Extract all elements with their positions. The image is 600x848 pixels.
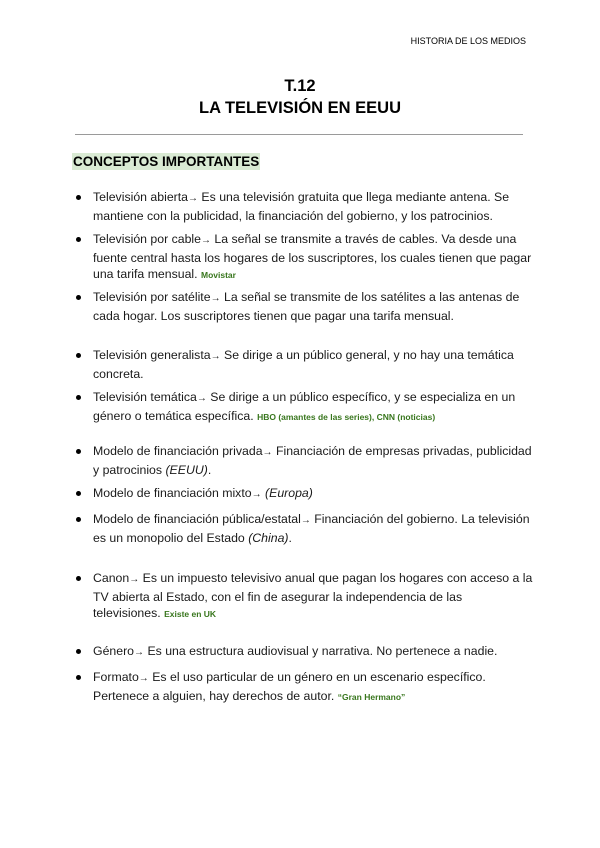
- bullet-icon: [76, 649, 81, 654]
- item-annotation: Movistar: [201, 270, 236, 280]
- title-topic-name: LA TELEVISIÓN EN EEUU: [199, 99, 401, 117]
- list-item: [93, 347, 533, 382]
- item-term: Canon: [93, 571, 130, 585]
- item-text: Financiación del gobierno. La televisión es un monopolio del Estado: [93, 512, 530, 545]
- bullet-icon: [76, 675, 81, 680]
- arrow-icon: →: [196, 393, 207, 404]
- arrow-icon: →: [300, 515, 311, 526]
- bullet-icon: [76, 237, 81, 242]
- item-text-tail: .: [207, 462, 212, 477]
- item-text: Se dirige a un público general, y no hay una temática concreta.: [93, 348, 514, 381]
- item-text: Es un impuesto televisivo anual que pagan los hogares con acceso a la TV abierta al Estado, con el fin de asegurar la independencia de las televisiones.: [93, 571, 533, 620]
- item-term: Televisión temática: [93, 390, 197, 404]
- list-item: [93, 389, 533, 425]
- item-term: Modelo de financiación pública/estatal: [93, 512, 301, 526]
- item-text-tail: .: [288, 530, 292, 545]
- item-text: Es una estructura audiovisual y narrativa. No pertenece a nadie.: [144, 644, 498, 658]
- running-header: HISTORIA DE LOS MEDIOS: [410, 36, 526, 46]
- list-item: [93, 643, 533, 662]
- item-term: Modelo de financiación mixto: [93, 486, 252, 500]
- item-text: Es una televisión gratuita que llega mediante antena. Se mantiene con la publicidad, la financiación del gobierno, y los patrocinios.: [93, 190, 510, 223]
- item-term: Televisión por satélite: [93, 290, 211, 304]
- item-term: Formato: [93, 670, 139, 684]
- list-item: [93, 231, 533, 284]
- item-term: Televisión generalista: [93, 348, 211, 362]
- list-item: [93, 485, 533, 504]
- horizontal-divider: [75, 134, 523, 135]
- item-region: (China): [248, 530, 289, 545]
- bullet-icon: [76, 353, 81, 358]
- bullet-icon: [76, 449, 81, 454]
- list-item: [93, 669, 533, 705]
- arrow-icon: →: [138, 673, 149, 684]
- bullet-icon: [76, 576, 81, 581]
- item-text: Es el uso particular de un género en un escenario específico. Pertenece a alguien, hay derechos de autor.: [93, 670, 486, 703]
- arrow-icon: →: [210, 351, 221, 362]
- list-item: [93, 189, 533, 224]
- item-term: Televisión por cable: [93, 232, 201, 246]
- arrow-icon: →: [129, 574, 140, 585]
- list-item: [93, 443, 533, 478]
- item-region: (EEUU): [165, 462, 208, 477]
- bullet-icon: [76, 517, 81, 522]
- bullet-icon: [76, 195, 81, 200]
- bullet-icon: [76, 395, 81, 400]
- item-annotation: “Gran Hermano”: [337, 691, 406, 702]
- list-item: [93, 289, 533, 324]
- item-term: Género: [93, 644, 135, 658]
- section-heading: CONCEPTOS IMPORTANTES: [73, 154, 260, 169]
- item-text: La señal se transmite de los satélites a las antenas de cada hogar. Los suscriptores tienen que pagar una tarifa mensual.: [93, 290, 520, 323]
- item-text: Se dirige a un público específico, y se especializa en un género o temática específica.: [93, 390, 516, 423]
- bullet-icon: [76, 491, 81, 496]
- document-title: [0, 75, 600, 119]
- item-text: Financiación de empresas privadas, publicidad y patrocinios: [93, 444, 532, 477]
- item-annotation: HBO (amantes de las series), CNN (noticias): [257, 411, 436, 422]
- item-term: Televisión abierta: [93, 190, 189, 204]
- arrow-icon: →: [251, 489, 262, 500]
- arrow-icon: →: [188, 193, 199, 204]
- arrow-icon: →: [134, 647, 145, 658]
- arrow-icon: →: [201, 235, 211, 246]
- list-item: [93, 570, 533, 623]
- item-text: La señal se transmite a través de cables. Va desde una fuente central hasta los hogares de los suscriptores, los cuales tienen que pagar una tarifa mensual.: [93, 232, 532, 281]
- arrow-icon: →: [210, 293, 221, 304]
- item-annotation: Existe en UK: [164, 609, 217, 619]
- arrow-icon: →: [262, 447, 273, 458]
- item-region: (Europa): [265, 486, 313, 500]
- list-item: [93, 511, 533, 546]
- bullet-icon: [76, 295, 81, 300]
- title-topic-number: T.12: [284, 77, 316, 95]
- item-term: Modelo de financiación privada: [93, 444, 263, 458]
